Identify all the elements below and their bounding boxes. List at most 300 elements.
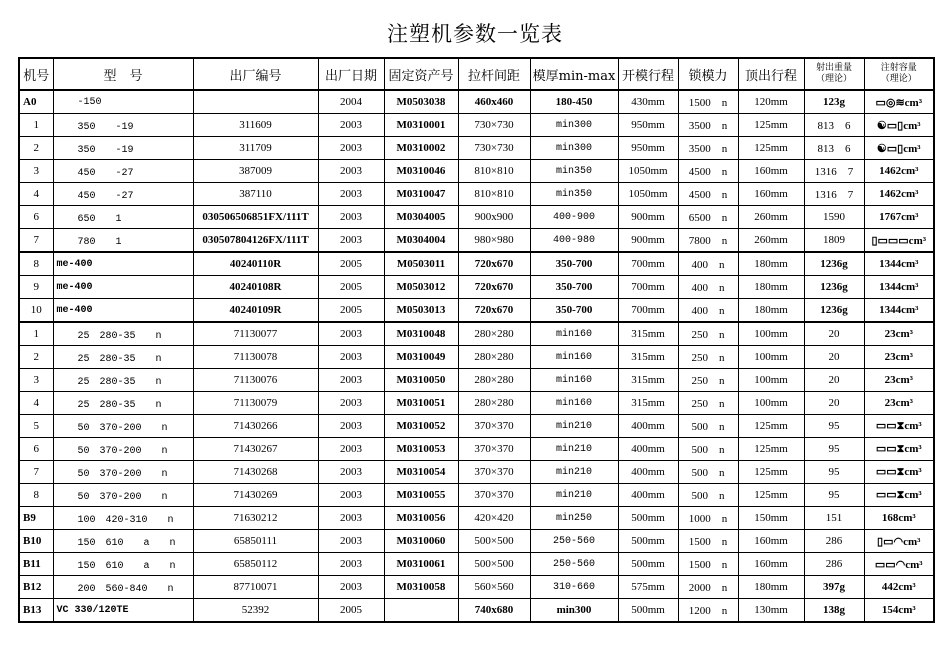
cell-injection-volume: ▯▭◠cm³ [864,530,934,553]
cell-tie-bar: 500×500 [458,553,530,576]
cell-asset: M0310053 [384,438,458,461]
cell-machine-no: 2 [19,346,53,369]
cell-date: 2003 [318,438,384,461]
cell-ejector-stroke: 125mm [738,438,804,461]
cell-machine-no: 7 [19,461,53,484]
cell-date: 2003 [318,530,384,553]
cell-serial: 311609 [193,114,318,137]
cell-model: 350 -19 [53,137,193,160]
cell-model: 450 -27 [53,183,193,206]
cell-shot-weight: 1316 7 [804,183,864,206]
header-serial: 出厂编号 [193,58,318,90]
cell-date: 2003 [318,415,384,438]
cell-tie-bar: 720x670 [458,299,530,323]
cell-injection-volume: ▭◎≋cm³ [864,90,934,114]
cell-tie-bar: 370×370 [458,438,530,461]
cell-injection-volume: ☯▭▯cm³ [864,114,934,137]
cell-model: me-400 [53,252,193,276]
cell-injection-volume: ▭▭⧗cm³ [864,438,934,461]
cell-opening-stroke: 700mm [618,299,678,323]
cell-clamp-force: 250 n [678,322,738,346]
cell-date: 2003 [318,183,384,206]
cell-tie-bar: 560×560 [458,576,530,599]
cell-shot-weight: 1590 [804,206,864,229]
cell-asset: M0310046 [384,160,458,183]
cell-ejector-stroke: 160mm [738,553,804,576]
cell-tie-bar: 980×980 [458,229,530,253]
cell-machine-no: 1 [19,114,53,137]
cell-opening-stroke: 500mm [618,553,678,576]
cell-tie-bar: 280×280 [458,322,530,346]
cell-mold-thickness: 250-560 [530,530,618,553]
cell-model: 50 370-200 n [53,461,193,484]
cell-shot-weight: 20 [804,346,864,369]
cell-opening-stroke: 950mm [618,137,678,160]
cell-machine-no: B12 [19,576,53,599]
cell-machine-no: 8 [19,252,53,276]
cell-injection-volume: ▯▭▭▭cm³ [864,229,934,253]
cell-injection-volume: 1462cm³ [864,183,934,206]
cell-ejector-stroke: 125mm [738,461,804,484]
cell-shot-weight: 1236g [804,252,864,276]
cell-tie-bar: 370×370 [458,484,530,507]
cell-date: 2003 [318,369,384,392]
cell-injection-volume: ▭▭◠cm³ [864,553,934,576]
cell-clamp-force: 1500 n [678,553,738,576]
cell-tie-bar: 810×810 [458,183,530,206]
table-row [19,484,934,507]
cell-shot-weight: 1809 [804,229,864,253]
cell-clamp-force: 3500 n [678,114,738,137]
cell-date: 2003 [318,346,384,369]
cell-shot-weight: 20 [804,322,864,346]
cell-machine-no: A0 [19,90,53,114]
cell-date: 2003 [318,553,384,576]
cell-injection-volume: 1462cm³ [864,160,934,183]
cell-ejector-stroke: 125mm [738,415,804,438]
cell-shot-weight: 20 [804,392,864,415]
cell-opening-stroke: 315mm [618,369,678,392]
table-row [19,392,934,415]
cell-model: 25 280-35 n [53,392,193,415]
cell-serial: 030506506851FX/111T [193,206,318,229]
cell-serial: 71430267 [193,438,318,461]
cell-serial: 71430268 [193,461,318,484]
cell-serial: 71430266 [193,415,318,438]
cell-ejector-stroke: 125mm [738,114,804,137]
cell-serial: 40240110R [193,252,318,276]
cell-opening-stroke: 700mm [618,252,678,276]
cell-opening-stroke: 400mm [618,461,678,484]
cell-machine-no: 3 [19,369,53,392]
cell-injection-volume: ▭▭⧗cm³ [864,484,934,507]
cell-mold-thickness: min300 [530,137,618,160]
table-row [19,276,934,299]
cell-machine-no: 2 [19,137,53,160]
cell-ejector-stroke: 160mm [738,183,804,206]
cell-opening-stroke: 315mm [618,392,678,415]
cell-ejector-stroke: 180mm [738,299,804,323]
table-row [19,553,934,576]
cell-shot-weight: 138g [804,599,864,623]
cell-asset: M0304005 [384,206,458,229]
cell-serial: 387110 [193,183,318,206]
cell-shot-weight: 95 [804,461,864,484]
cell-model: 100 420-310 n [53,507,193,530]
cell-asset: M0310060 [384,530,458,553]
cell-opening-stroke: 500mm [618,507,678,530]
cell-ejector-stroke: 180mm [738,252,804,276]
cell-mold-thickness: min350 [530,160,618,183]
cell-machine-no: 10 [19,299,53,323]
cell-machine-no: B9 [19,507,53,530]
cell-shot-weight: 286 [804,530,864,553]
cell-ejector-stroke: 180mm [738,276,804,299]
cell-ejector-stroke: 100mm [738,322,804,346]
header-shot-weight: 射出重量 （理论） [804,58,864,90]
cell-mold-thickness: min160 [530,369,618,392]
cell-asset: M0503013 [384,299,458,323]
cell-machine-no: 3 [19,160,53,183]
cell-mold-thickness: min160 [530,322,618,346]
cell-tie-bar: 460x460 [458,90,530,114]
cell-mold-thickness: 310-660 [530,576,618,599]
cell-tie-bar: 280×280 [458,346,530,369]
cell-opening-stroke: 500mm [618,530,678,553]
cell-serial: 387009 [193,160,318,183]
table-row [19,160,934,183]
cell-machine-no: 5 [19,415,53,438]
table-row [19,346,934,369]
cell-ejector-stroke: 260mm [738,229,804,253]
cell-mold-thickness: min210 [530,484,618,507]
cell-asset: M0503011 [384,252,458,276]
cell-injection-volume: 442cm³ [864,576,934,599]
cell-opening-stroke: 950mm [618,114,678,137]
cell-shot-weight: 1236g [804,299,864,323]
cell-clamp-force: 500 n [678,461,738,484]
cell-mold-thickness: min300 [530,599,618,623]
cell-mold-thickness: min160 [530,346,618,369]
cell-model: -150 [53,90,193,114]
cell-date: 2003 [318,137,384,160]
table-row [19,137,934,160]
cell-date: 2005 [318,252,384,276]
cell-asset: M0310049 [384,346,458,369]
cell-opening-stroke: 1050mm [618,160,678,183]
cell-asset: M0310052 [384,415,458,438]
cell-asset: M0310061 [384,553,458,576]
cell-serial: 71130077 [193,322,318,346]
cell-clamp-force: 4500 n [678,160,738,183]
cell-tie-bar: 280×280 [458,369,530,392]
cell-clamp-force: 400 n [678,299,738,323]
cell-date: 2003 [318,461,384,484]
cell-shot-weight: 286 [804,553,864,576]
cell-machine-no: B10 [19,530,53,553]
cell-mold-thickness: 350-700 [530,252,618,276]
cell-mold-thickness: min350 [530,183,618,206]
header-asset: 固定资产号 [384,58,458,90]
cell-machine-no: 1 [19,322,53,346]
cell-mold-thickness: min250 [530,507,618,530]
cell-tie-bar: 720x670 [458,252,530,276]
cell-ejector-stroke: 100mm [738,369,804,392]
cell-asset: M0503012 [384,276,458,299]
cell-tie-bar: 740x680 [458,599,530,623]
cell-clamp-force: 6500 n [678,206,738,229]
cell-shot-weight: 95 [804,484,864,507]
cell-clamp-force: 250 n [678,346,738,369]
cell-injection-volume: 1767cm³ [864,206,934,229]
cell-injection-volume: 154cm³ [864,599,934,623]
cell-shot-weight: 123g [804,90,864,114]
cell-model: 50 370-200 n [53,438,193,461]
cell-mold-thickness: min210 [530,461,618,484]
cell-model: 150 610 a n [53,553,193,576]
cell-date: 2005 [318,299,384,323]
table-row [19,369,934,392]
cell-date: 2003 [318,206,384,229]
cell-clamp-force: 2000 n [678,576,738,599]
cell-opening-stroke: 1050mm [618,183,678,206]
cell-ejector-stroke: 180mm [738,576,804,599]
cell-tie-bar: 810×810 [458,160,530,183]
cell-date: 2004 [318,90,384,114]
header-model: 型 号 [53,58,193,90]
table-row [19,576,934,599]
table-row [19,90,934,114]
cell-opening-stroke: 500mm [618,599,678,623]
cell-clamp-force: 400 n [678,252,738,276]
cell-opening-stroke: 700mm [618,276,678,299]
cell-serial: 71130076 [193,369,318,392]
cell-asset: M0310058 [384,576,458,599]
cell-model: 650 1 [53,206,193,229]
cell-mold-thickness: min300 [530,114,618,137]
table-row [19,229,934,253]
cell-ejector-stroke: 120mm [738,90,804,114]
cell-mold-thickness: min210 [530,415,618,438]
header-mold-thickness: 模厚min-max [530,58,618,90]
cell-opening-stroke: 900mm [618,229,678,253]
cell-mold-thickness: 400-900 [530,206,618,229]
table-header-row [19,58,934,90]
cell-model: 350 -19 [53,114,193,137]
header-ejector-stroke: 顶出行程 [738,58,804,90]
cell-date: 2003 [318,160,384,183]
cell-asset: M0310001 [384,114,458,137]
cell-ejector-stroke: 130mm [738,599,804,623]
cell-ejector-stroke: 125mm [738,484,804,507]
cell-clamp-force: 7800 n [678,229,738,253]
cell-asset: M0310002 [384,137,458,160]
cell-machine-no: B13 [19,599,53,623]
cell-shot-weight: 813 6 [804,137,864,160]
cell-shot-weight: 20 [804,369,864,392]
cell-model: me-400 [53,276,193,299]
table-row [19,183,934,206]
cell-serial [193,90,318,114]
table-row [19,599,934,623]
cell-serial: 311709 [193,137,318,160]
table-body [19,90,934,622]
cell-ejector-stroke: 160mm [738,530,804,553]
table-row [19,206,934,229]
cell-model: 50 370-200 n [53,484,193,507]
cell-asset: M0310054 [384,461,458,484]
table-row [19,415,934,438]
cell-injection-volume: 23cm³ [864,346,934,369]
cell-asset: M0310047 [384,183,458,206]
cell-shot-weight: 1236g [804,276,864,299]
cell-machine-no: 7 [19,229,53,253]
header-opening-stroke: 开模行程 [618,58,678,90]
cell-opening-stroke: 400mm [618,415,678,438]
table-row [19,252,934,276]
cell-model: 25 280-35 n [53,346,193,369]
cell-machine-no: 9 [19,276,53,299]
cell-ejector-stroke: 160mm [738,160,804,183]
cell-asset: M0310051 [384,392,458,415]
cell-shot-weight: 95 [804,438,864,461]
cell-ejector-stroke: 125mm [738,137,804,160]
cell-opening-stroke: 315mm [618,346,678,369]
cell-machine-no: 6 [19,206,53,229]
cell-date: 2003 [318,229,384,253]
cell-machine-no: 8 [19,484,53,507]
cell-injection-volume: ▭▭⧗cm³ [864,415,934,438]
cell-clamp-force: 3500 n [678,137,738,160]
cell-serial: 87710071 [193,576,318,599]
cell-serial: 030507804126FX/111T [193,229,318,253]
cell-tie-bar: 280×280 [458,392,530,415]
cell-asset: M0304004 [384,229,458,253]
header-tie-bar: 拉杆间距 [458,58,530,90]
cell-model: 25 280-35 n [53,322,193,346]
cell-model: 25 280-35 n [53,369,193,392]
cell-tie-bar: 730×730 [458,114,530,137]
cell-tie-bar: 900x900 [458,206,530,229]
header-injection-volume: 注射容量 （理论） [864,58,934,90]
cell-opening-stroke: 315mm [618,322,678,346]
cell-date: 2003 [318,507,384,530]
table-row [19,114,934,137]
cell-shot-weight: 95 [804,415,864,438]
cell-mold-thickness: 350-700 [530,276,618,299]
cell-serial: 71630212 [193,507,318,530]
header-date: 出厂日期 [318,58,384,90]
cell-date: 2003 [318,576,384,599]
cell-serial: 40240108R [193,276,318,299]
cell-injection-volume: 1344cm³ [864,252,934,276]
cell-injection-volume: ☯▭▯cm³ [864,137,934,160]
table-row [19,461,934,484]
cell-shot-weight: 813 6 [804,114,864,137]
cell-asset [384,599,458,623]
cell-asset: M0310055 [384,484,458,507]
table-row [19,299,934,323]
cell-ejector-stroke: 100mm [738,392,804,415]
cell-tie-bar: 370×370 [458,415,530,438]
table-row [19,438,934,461]
table-row [19,530,934,553]
cell-clamp-force: 500 n [678,415,738,438]
cell-clamp-force: 500 n [678,438,738,461]
cell-tie-bar: 420×420 [458,507,530,530]
parameter-table [18,57,935,623]
cell-model: 200 560-840 n [53,576,193,599]
page-title: 注塑机参数一览表 [387,22,563,46]
cell-tie-bar: 500×500 [458,530,530,553]
cell-ejector-stroke: 260mm [738,206,804,229]
cell-mold-thickness: 350-700 [530,299,618,323]
cell-tie-bar: 730×730 [458,137,530,160]
cell-model: VC 330/120TE [53,599,193,623]
cell-injection-volume: 168cm³ [864,507,934,530]
cell-opening-stroke: 900mm [618,206,678,229]
cell-model: 780 1 [53,229,193,253]
cell-date: 2003 [318,322,384,346]
cell-clamp-force: 500 n [678,484,738,507]
cell-machine-no: B11 [19,553,53,576]
cell-asset: M0310050 [384,369,458,392]
cell-mold-thickness: min160 [530,392,618,415]
cell-asset: M0503038 [384,90,458,114]
table-row [19,507,934,530]
cell-model: 450 -27 [53,160,193,183]
cell-model: 150 610 a n [53,530,193,553]
cell-clamp-force: 1500 n [678,90,738,114]
cell-tie-bar: 720x670 [458,276,530,299]
cell-date: 2003 [318,114,384,137]
cell-date: 2005 [318,276,384,299]
header-machine-no: 机号 [19,58,53,90]
cell-clamp-force: 1200 n [678,599,738,623]
cell-date: 2005 [318,599,384,623]
cell-serial: 71430269 [193,484,318,507]
cell-ejector-stroke: 150mm [738,507,804,530]
cell-injection-volume: 23cm³ [864,322,934,346]
cell-date: 2003 [318,392,384,415]
cell-mold-thickness: 400-980 [530,229,618,253]
cell-mold-thickness: 250-560 [530,553,618,576]
cell-serial: 71130078 [193,346,318,369]
cell-serial: 65850112 [193,553,318,576]
cell-model: 50 370-200 n [53,415,193,438]
cell-shot-weight: 151 [804,507,864,530]
cell-machine-no: 4 [19,392,53,415]
cell-opening-stroke: 400mm [618,484,678,507]
cell-serial: 40240109R [193,299,318,323]
cell-clamp-force: 400 n [678,276,738,299]
cell-injection-volume: 23cm³ [864,369,934,392]
cell-date: 2003 [318,484,384,507]
cell-serial: 65850111 [193,530,318,553]
cell-machine-no: 4 [19,183,53,206]
cell-clamp-force: 1500 n [678,530,738,553]
cell-mold-thickness: min210 [530,438,618,461]
cell-clamp-force: 250 n [678,392,738,415]
cell-injection-volume: 1344cm³ [864,276,934,299]
cell-shot-weight: 397g [804,576,864,599]
cell-opening-stroke: 430mm [618,90,678,114]
cell-shot-weight: 1316 7 [804,160,864,183]
cell-clamp-force: 1000 n [678,507,738,530]
cell-ejector-stroke: 100mm [738,346,804,369]
cell-asset: M0310048 [384,322,458,346]
header-clamp-force: 锁模力 [678,58,738,90]
